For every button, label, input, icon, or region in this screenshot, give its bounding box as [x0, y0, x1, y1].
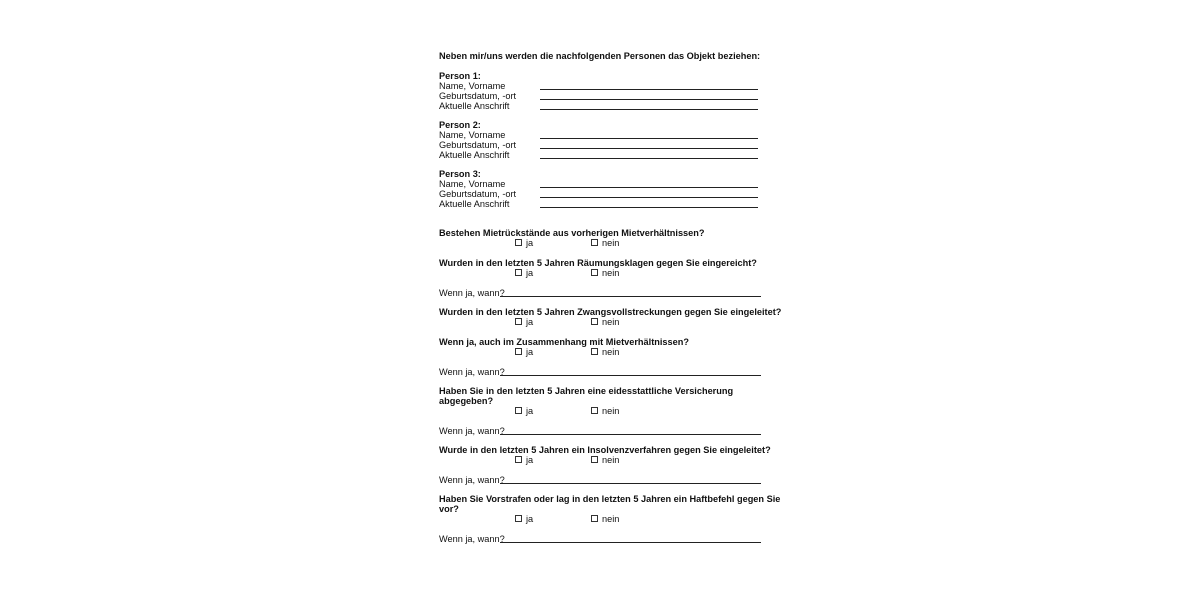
question-6: Wurde in den letzten 5 Jahren ein Insolvenzverfahren gegen Sie eingeleitet?: [439, 445, 771, 455]
person-1-address-label: Aktuelle Anschrift: [439, 101, 510, 111]
person-3-name-field[interactable]: [540, 187, 758, 188]
q4-no-checkbox[interactable]: [591, 348, 598, 355]
q7-yes-label: ja: [526, 514, 534, 524]
person-3-name-label: Name, Vorname: [439, 179, 506, 189]
q5-when-field[interactable]: [500, 434, 761, 435]
question-5-line-1: Haben Sie in den letzten 5 Jahren eine eidesstattliche Versicherung: [439, 386, 734, 396]
person-1-address-field[interactable]: [540, 109, 758, 110]
q7-yes-checkbox[interactable]: [515, 515, 522, 522]
q4-yes-label: ja: [526, 347, 534, 357]
q4-when-label: Wenn ja, wann?: [439, 367, 505, 377]
question-2: Wurden in den letzten 5 Jahren Räumungsklagen gegen Sie eingereicht?: [439, 258, 757, 268]
q6-no-label: nein: [602, 455, 620, 465]
q7-when-label: Wenn ja, wann?: [439, 534, 505, 544]
q5-yes-label: ja: [526, 406, 534, 416]
q3-yes-checkbox[interactable]: [515, 318, 522, 325]
person-3-birth-label: Geburtsdatum, -ort: [439, 189, 517, 199]
q1-yes-checkbox[interactable]: [515, 239, 522, 246]
q6-yes-label: ja: [526, 455, 534, 465]
person-3-address-label: Aktuelle Anschrift: [439, 199, 510, 209]
question-5-line-2: abgegeben?: [439, 396, 494, 406]
q5-when-label: Wenn ja, wann?: [439, 426, 505, 436]
q6-when-label: Wenn ja, wann?: [439, 475, 505, 485]
person-1-birth-field[interactable]: [540, 99, 758, 100]
q7-no-label: nein: [602, 514, 620, 524]
person-1-name-field[interactable]: [540, 89, 758, 90]
q3-no-checkbox[interactable]: [591, 318, 598, 325]
question-7-line-2: vor?: [439, 504, 459, 514]
q4-yes-checkbox[interactable]: [515, 348, 522, 355]
person-2-name-label: Name, Vorname: [439, 130, 506, 140]
q2-when-field[interactable]: [500, 296, 761, 297]
q6-no-checkbox[interactable]: [591, 456, 598, 463]
q2-no-label: nein: [602, 268, 620, 278]
person-2-name-field[interactable]: [540, 138, 758, 139]
q7-when-field[interactable]: [500, 542, 761, 543]
q6-yes-checkbox[interactable]: [515, 456, 522, 463]
q1-no-label: nein: [602, 238, 620, 248]
person-2-address-label: Aktuelle Anschrift: [439, 150, 510, 160]
q2-yes-checkbox[interactable]: [515, 269, 522, 276]
q4-no-label: nein: [602, 347, 620, 357]
q3-yes-label: ja: [526, 317, 534, 327]
person-1-heading: Person 1:: [439, 71, 481, 81]
person-2-address-field[interactable]: [540, 158, 758, 159]
q2-yes-label: ja: [526, 268, 534, 278]
q4-when-field[interactable]: [500, 375, 761, 376]
q1-yes-label: ja: [526, 238, 534, 248]
question-4: Wenn ja, auch im Zusammenhang mit Mietverhältnissen?: [439, 337, 689, 347]
question-7-line-1: Haben Sie Vorstrafen oder lag in den letzten 5 Jahren ein Haftbefehl gegen Sie: [439, 494, 781, 504]
q1-no-checkbox[interactable]: [591, 239, 598, 246]
intro-heading: Neben mir/uns werden die nachfolgenden Personen das Objekt beziehen:: [439, 51, 761, 61]
person-3-birth-field[interactable]: [540, 197, 758, 198]
person-2-birth-field[interactable]: [540, 148, 758, 149]
q2-no-checkbox[interactable]: [591, 269, 598, 276]
person-1-birth-label: Geburtsdatum, -ort: [439, 91, 517, 101]
person-3-heading: Person 3:: [439, 169, 481, 179]
q5-no-label: nein: [602, 406, 620, 416]
q5-yes-checkbox[interactable]: [515, 407, 522, 414]
q2-when-label: Wenn ja, wann?: [439, 288, 505, 298]
q7-no-checkbox[interactable]: [591, 515, 598, 522]
q3-no-label: nein: [602, 317, 620, 327]
question-3: Wurden in den letzten 5 Jahren Zwangsvollstreckungen gegen Sie eingeleitet?: [439, 307, 782, 317]
person-3-address-field[interactable]: [540, 207, 758, 208]
q5-no-checkbox[interactable]: [591, 407, 598, 414]
q6-when-field[interactable]: [500, 483, 761, 484]
person-1-name-label: Name, Vorname: [439, 81, 506, 91]
question-1: Bestehen Mietrückstände aus vorherigen Mietverhältnissen?: [439, 228, 705, 238]
person-2-birth-label: Geburtsdatum, -ort: [439, 140, 517, 150]
person-2-heading: Person 2:: [439, 120, 481, 130]
